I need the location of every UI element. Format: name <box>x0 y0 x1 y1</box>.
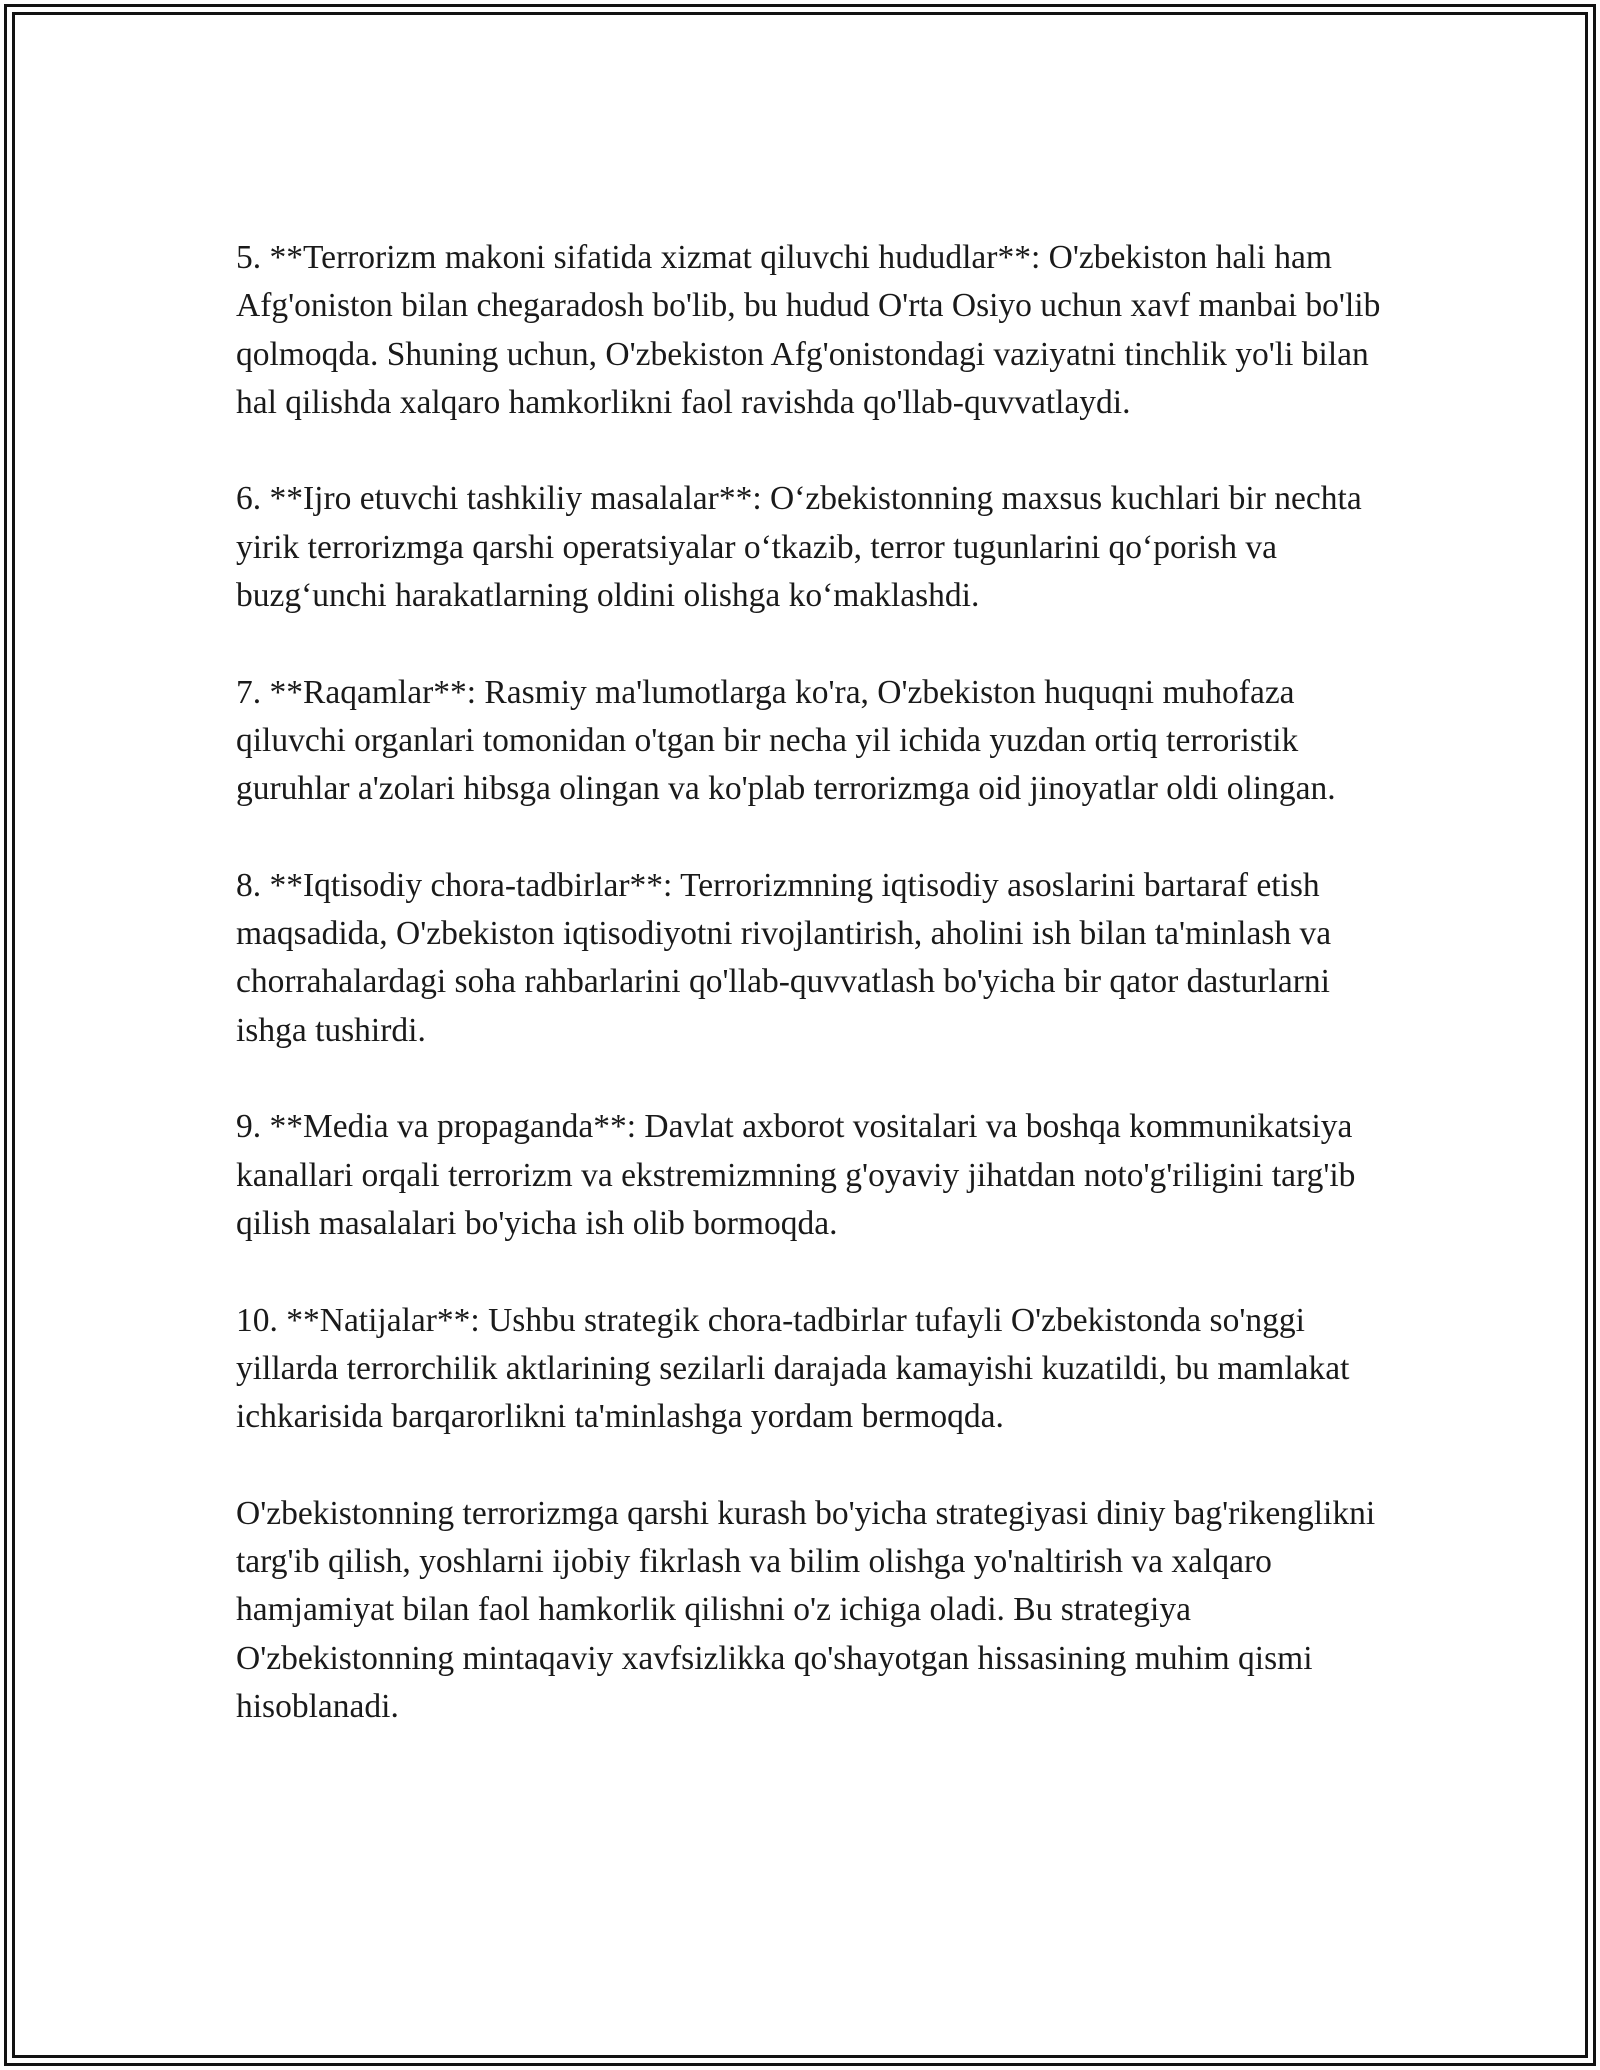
document-body <box>236 234 1386 1731</box>
paragraph-item-7: 7. **Raqamlar**: Rasmiy ma'lumotlarga ko'ra, O'zbekiston huquqni muhofaza qiluvchi organlari tomonidan o'tgan bir necha yil ichida yuzdan ortiq terroristik guruhlar a'zolari hibsga olingan va ko'plab terrorizmga oid jinoyatlar oldi olingan. <box>236 673 1336 808</box>
paragraph-item-5: 5. **Terrorizm makoni sifatida xizmat qiluvchi hududlar**: O'zbekiston hali ham Afg'oniston bilan chegaradosh bo'lib, bu hudud O'rta Osiyo uchun xavf manbai bo'lib qolmoqda. Shuning uchun, O'zbekiston Afg'onistondagi vaziyatni tinchlik yo'li bilan hal qilishda xalqaro hamkorlikni faol ravishda qo'llab-quvvatlaydi. <box>236 239 1381 421</box>
paragraph-item-9: 9. **Media va propaganda**: Davlat axborot vositalari va boshqa kommunikatsiya kanallari orqali terrorizm va ekstremizmning g'oyaviy jihatdan noto'g'riligini targ'ib qilish masalalari bo'yicha ish olib bormoqda. <box>236 1108 1356 1242</box>
conclusion-paragraph: O'zbekistonning terrorizmga qarshi kurash bo'yicha strategiyasi diniy bag'rikenglikni targ'ib qilish, yoshlarni ijobiy fikrlash va bilim olishga yo'naltirish va xalqaro hamjamiyat bilan faol hamkorlik qilishni o'z ichiga oladi. Bu strategiya O'zbekistonning mintaqaviy xavfsizlikka qo'shayotgan hissasining muhim qismi hisoblanadi. <box>236 1494 1376 1725</box>
paragraph-item-10: 10. **Natijalar**: Ushbu strategik chora-tadbirlar tufayli O'zbekistonda so'nggi yillarda terrorchilik aktlarining sezilarli darajada kamayishi kuzatildi, bu mamlakat ichkarisida barqarorlikni ta'minlashga yordam bermoqda. <box>236 1301 1350 1436</box>
paragraph-item-8: 8. **Iqtisodiy chora-tadbirlar**: Terrorizmning iqtisodiy asoslarini bartaraf etish maqsadida, O'zbekiston iqtisodiyotni rivojlantirish, aholini ish bilan ta'minlash va chorrahalardagi soha rahbarlarini qo'llab-quvvatlash bo'yicha bir qator dasturlarni ishga tushirdi. <box>236 866 1332 1049</box>
paragraph-item-6: 6. **Ijro etuvchi tashkiliy masalalar**: O‘zbekistonning maxsus kuchlari bir nechta yirik terrorizmga qarshi operatsiyalar o‘tkazib, terror tugunlarini qo‘porish va buzg‘unchi harakatlarning oldini olishga ko‘maklashdi. <box>236 480 1362 615</box>
